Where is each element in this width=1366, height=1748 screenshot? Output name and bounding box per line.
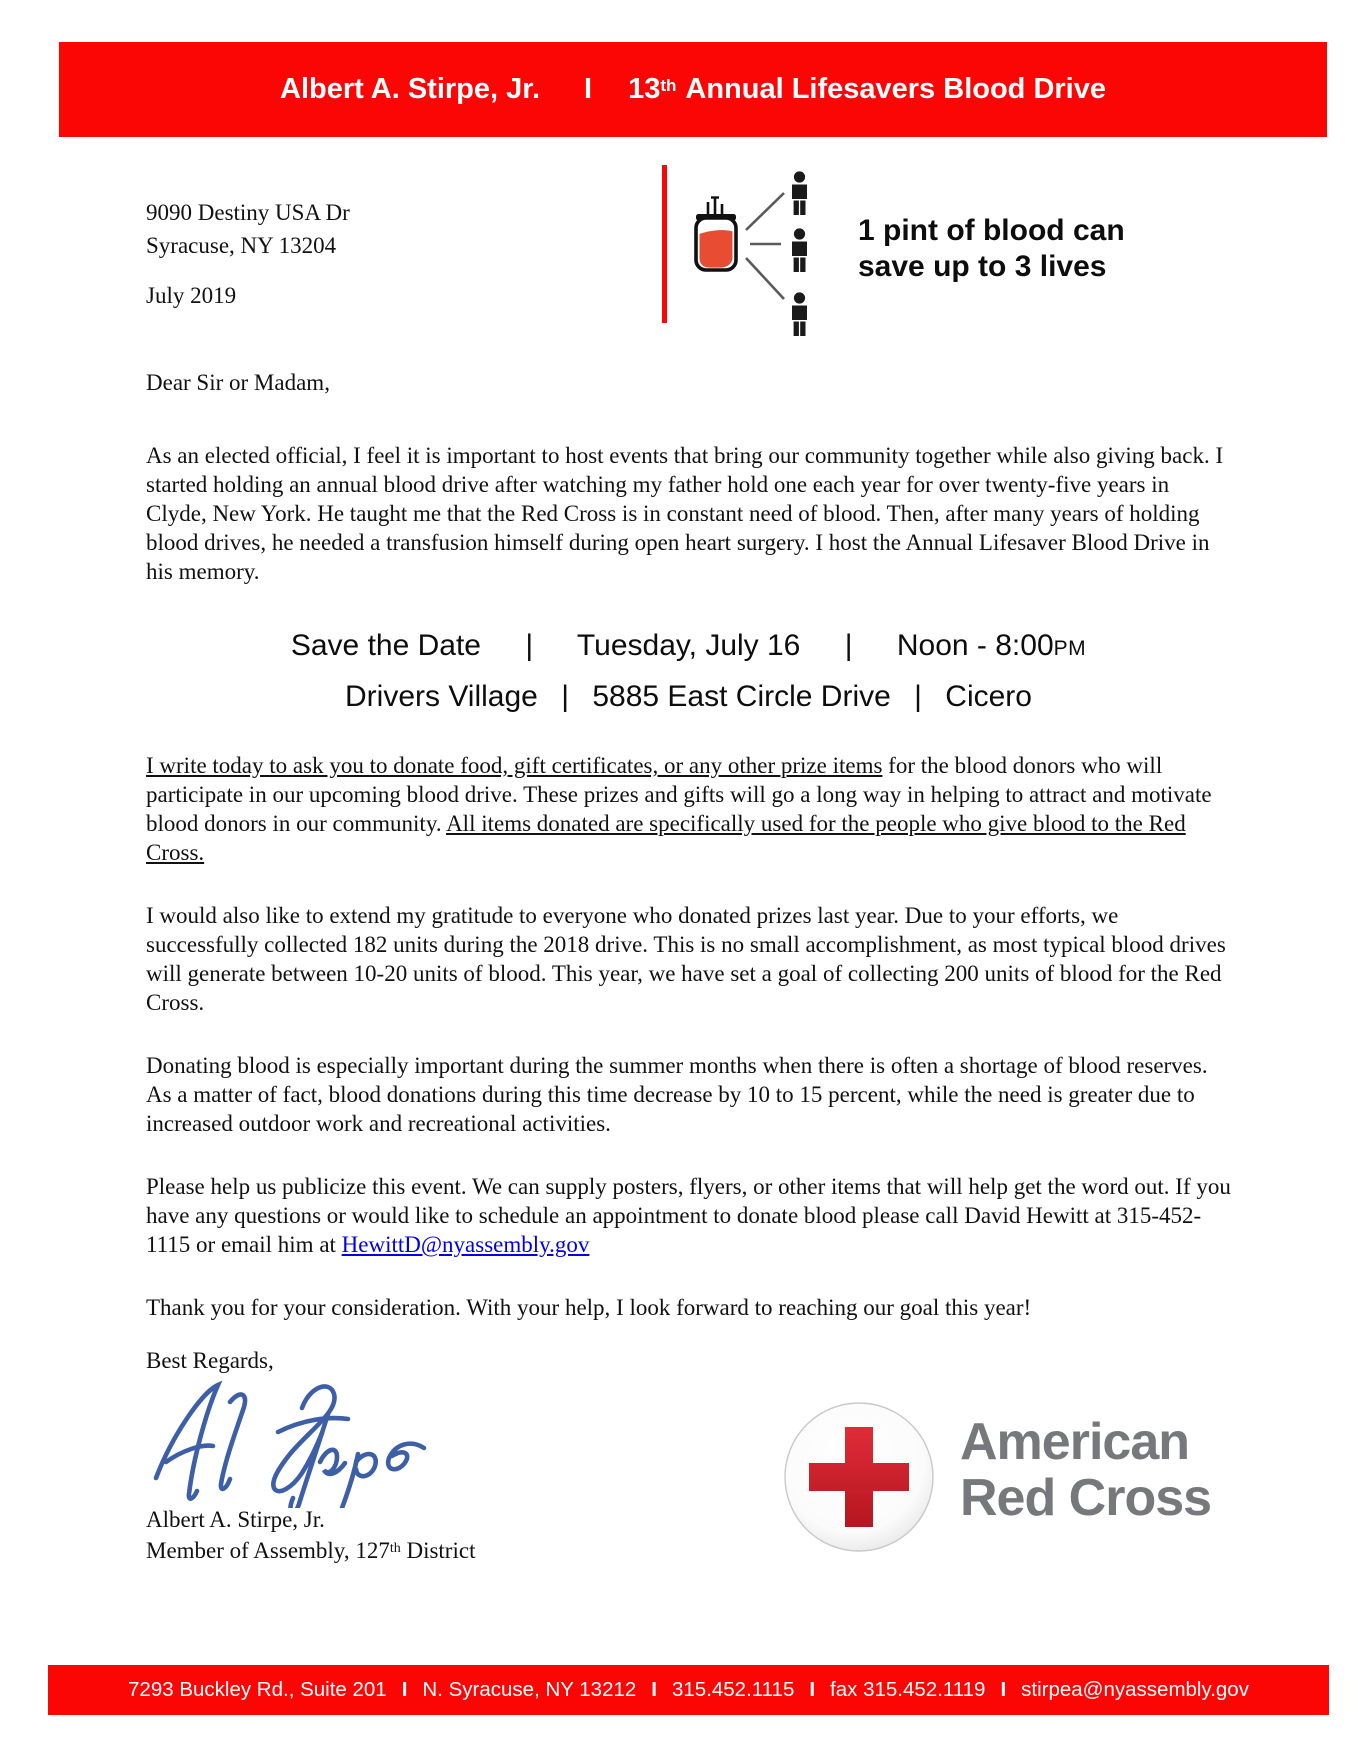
paragraph-intro: As an elected official, I feel it is important to host events that bring our community together while also giving back. I started holding an annual blood drive after watching my father hold one each year for over twenty-five years in Clyde, New York. He taught me that the Red Cross is in constant need of blood. Then, after many years of holding blood drives, he needed a transfusion himself during open heart surgery. I host the Annual Lifesaver Blood Drive in his memory. [146, 443, 1224, 584]
sender-address [146, 196, 350, 262]
ask-underlined-1: I write today to ask you to donate food, gift certificates, or any other prize items [146, 753, 883, 778]
paragraph-ask [146, 751, 1231, 867]
caption-line-2: save up to 3 lives [858, 250, 1107, 283]
closing: Best Regards, [146, 1348, 274, 1373]
person-icon [792, 228, 807, 272]
event-meridiem: PM [1053, 637, 1087, 660]
paragraph-publicize [146, 1172, 1231, 1259]
blood-bag-icon [690, 168, 825, 338]
letter-date: July 2019 [146, 283, 237, 308]
connector-lines [746, 193, 784, 299]
footer-divider: I [401, 1678, 408, 1701]
event-street: 5885 East Circle Drive [592, 680, 891, 713]
header-title-number: 13 [628, 73, 661, 105]
event-pipe: | [561, 680, 569, 713]
letter-body [146, 368, 1231, 1356]
blood-infographic [660, 158, 1190, 338]
paragraph-gratitude: I would also like to extend my gratitude to everyone who donated prizes last year. Due to your efforts, we successfully collected 182 units during the 2018 drive. This is no small accomplishment, as most typical blood drives will generate between 10-20 units of blood. This year, we have set a goal of collecting 200 units of blood for the Red Cross. [146, 903, 1226, 1015]
event-date: Tuesday, July 16 [576, 629, 801, 662]
header-name: Albert A. Stirpe, Jr. [280, 73, 540, 105]
event-time: Noon - 8:00 [896, 629, 1054, 662]
red-divider-line [662, 165, 667, 323]
paragraph-summer: Donating blood is especially important during the summer months when there is often a shortage of blood reserves. As a matter of fact, blood donations during this time decrease by 10 to 15 percent, while the need is greater due to increased outdoor work and recreational activities. [146, 1053, 1208, 1136]
arc-line-1: American [960, 1413, 1189, 1471]
event-pipe: | [914, 680, 922, 713]
address-line-2: Syracuse, NY 13204 [146, 233, 337, 258]
event-title: Save the Date [290, 629, 481, 662]
footer-banner [48, 1665, 1329, 1715]
signature [150, 1378, 450, 1508]
footer-divider: I [651, 1678, 657, 1701]
header-title: Annual Lifesavers Blood Drive [685, 73, 1106, 105]
event-pipe: | [525, 629, 534, 662]
blood-bag [696, 197, 736, 270]
event-line-1 [146, 622, 1231, 673]
footer-city: N. Syracuse, NY 13212 [422, 1678, 637, 1701]
header-banner [59, 42, 1327, 137]
red-cross-logo [782, 1400, 1342, 1560]
caption-line-1: 1 pint of blood can [858, 214, 1125, 247]
signer-block [146, 1504, 475, 1566]
signer-name: Albert A. Stirpe, Jr. [146, 1507, 325, 1532]
header-divider: I [584, 73, 593, 105]
event-pipe: | [844, 629, 853, 662]
arc-line-2: Red Cross [960, 1469, 1212, 1527]
paragraph-thanks: Thank you for your consideration. With your help, I look forward to reaching our goal this year! [146, 1295, 1032, 1320]
footer-email: stirpea@nyassembly.gov [1021, 1678, 1249, 1701]
salutation: Dear Sir or Madam, [146, 370, 330, 395]
footer-divider: I [809, 1678, 816, 1701]
signer-title: Member of Assembly, 127th District [146, 1538, 476, 1563]
address-line-1: 9090 Destiny USA Dr [146, 200, 350, 225]
footer-divider: I [1000, 1678, 1007, 1701]
ask-underlined-2: All items donated are specifically used for the people who give blood to the Red Cross. [146, 811, 1186, 865]
infographic-caption [858, 213, 1125, 285]
person-icon [792, 171, 807, 215]
ask-middle: for the blood donors who will participate in our upcoming blood drive. These prizes and gifts will go a long way in helping to attract and motivate blood donors in our community. [146, 753, 1212, 836]
footer-phone: 315.452.1115 [671, 1678, 795, 1701]
red-cross-wordmark [960, 1414, 1211, 1526]
event-town: Cicero [945, 680, 1032, 713]
email-link[interactable]: HewittD@nyassembly.gov [341, 1232, 590, 1257]
footer-fax: fax 315.452.1119 [830, 1678, 986, 1701]
header-title-ordinal: th [660, 75, 677, 95]
footer-address: 7293 Buckley Rd., Suite 201 [128, 1678, 387, 1701]
event-line-2 [146, 673, 1231, 721]
event-venue: Drivers Village [345, 680, 538, 713]
person-icon [792, 292, 807, 336]
publicize-text: Please help us publicize this event. We can supply posters, flyers, or other items that will help get the word out. If you have any questions or would like to schedule an appointment to donate blood please call David Hewitt at 315-452-1115 or email him at [146, 1174, 1231, 1257]
save-the-date [146, 622, 1231, 721]
red-cross-icon [782, 1400, 938, 1558]
